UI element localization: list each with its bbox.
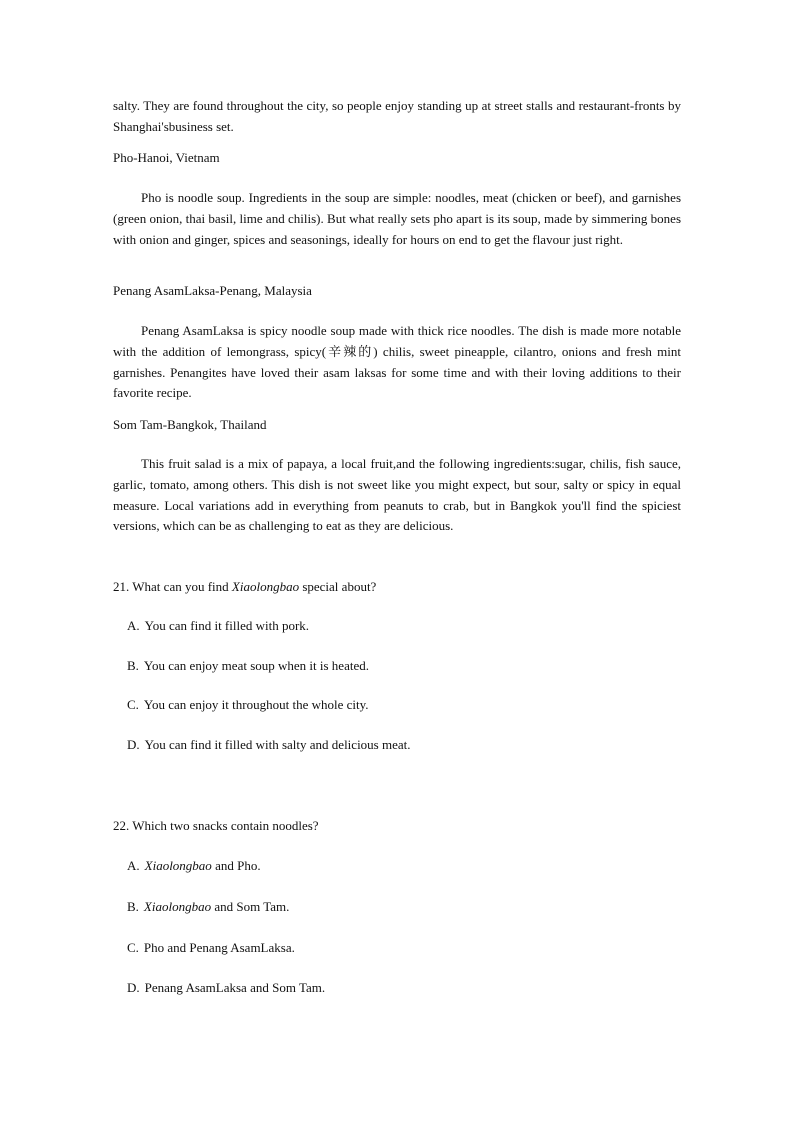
section-body-asamlaksa: Penang AsamLaksa is spicy noodle soup made with thick rice noodles. The dish is made more notable with the addition of lemongrass, spicy(辛辣的) chilis, sweet pineapple, cilantro, onions and fresh mint garnishes. Penangites have loved their asam laksas for some time and with their loving additions to their favorite recipe. xyxy=(113,323,681,401)
option-text: You can enjoy it throughout the whole city. xyxy=(143,697,369,712)
passage-intro-continuation: salty. They are found throughout the city, so people enjoy standing up at street stalls and restaurant-fronts by Shanghai'sbusiness set. xyxy=(113,98,681,134)
option-letter: D. xyxy=(127,737,140,752)
option-text: Penang AsamLaksa and Som Tam. xyxy=(144,980,326,995)
section-body-pho: Pho is noodle soup. Ingredients in the soup are simple: noodles, meat (chicken or beef), and garnishes (green onion, thai basil, lime and chilis). But what really sets pho apart is its soup, made by simmering bones with onion and ginger, spices and seasonings, ideally for hours on end to get the flavour just right. xyxy=(113,190,681,247)
question-21-option-a xyxy=(127,616,309,636)
option-italic: Xiaolongbao xyxy=(144,858,212,873)
option-letter: A. xyxy=(127,858,140,873)
option-text: Pho and Penang AsamLaksa. xyxy=(143,940,295,955)
option-text: You can find it filled with salty and delicious meat. xyxy=(144,737,411,752)
question-21-option-c xyxy=(127,695,369,715)
question-21-stem xyxy=(113,577,376,597)
option-letter: C. xyxy=(127,697,139,712)
question-22-stem xyxy=(113,816,319,836)
section-heading-asamlaksa: Penang AsamLaksa-Penang, Malaysia xyxy=(113,283,312,298)
section-body-somtam: This fruit salad is a mix of papaya, a local fruit,and the following ingredients:sugar, chilis, fish sauce, garlic, tomato, among others. This dish is not sweet like you might expect, but sour, salty or spicy in equal measure. Local variations add in everything from peanuts to crab, but in Bangkok you'll find the spiciest versions, which can be as challenging to eat as they are delicious. xyxy=(113,456,681,534)
question-22-option-a xyxy=(127,856,261,876)
option-letter: A. xyxy=(127,618,140,633)
question-number: 21. xyxy=(113,579,130,594)
question-22-option-b xyxy=(127,897,289,917)
question-22-option-d xyxy=(127,978,325,998)
option-text: and Som Tam. xyxy=(214,899,290,914)
question-number: 22. xyxy=(113,818,130,833)
option-letter: D. xyxy=(127,980,140,995)
question-21-option-d xyxy=(127,735,411,755)
question-stem-text: Which two snacks contain noodles? xyxy=(132,818,319,833)
section-heading-pho: Pho-Hanoi, Vietnam xyxy=(113,150,220,165)
question-stem-italic: Xiaolongbao xyxy=(231,579,300,594)
question-stem-text-end: special about? xyxy=(302,579,377,594)
option-letter: B. xyxy=(127,658,139,673)
option-italic: Xiaolongbao xyxy=(143,899,212,914)
option-letter: B. xyxy=(127,899,139,914)
question-stem-text: What can you find xyxy=(132,579,229,594)
option-text: and Pho. xyxy=(215,858,261,873)
option-text: You can enjoy meat soup when it is heated. xyxy=(143,658,369,673)
section-heading-somtam: Som Tam-Bangkok, Thailand xyxy=(113,417,267,432)
question-21-option-b xyxy=(127,656,369,676)
option-text: You can find it filled with pork. xyxy=(144,618,310,633)
option-letter: C. xyxy=(127,940,139,955)
question-22-option-c xyxy=(127,938,295,958)
